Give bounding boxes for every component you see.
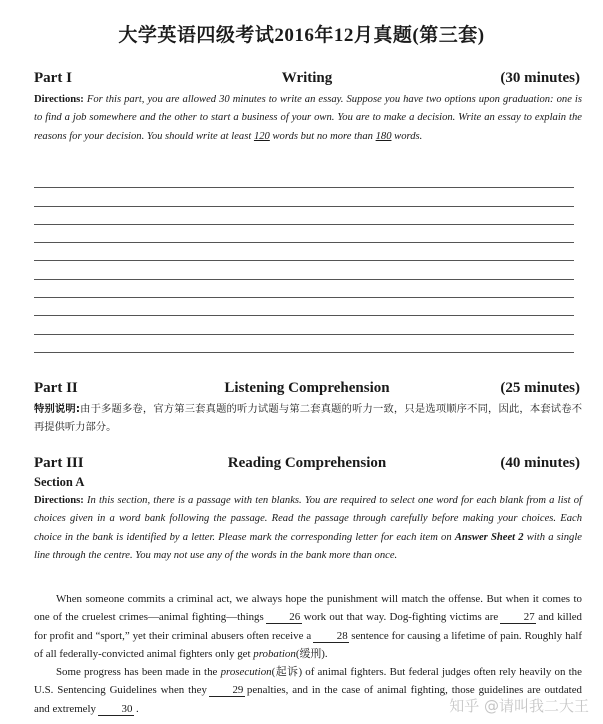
part3-label: Part III bbox=[34, 455, 84, 471]
part2-time: (25 minutes) bbox=[500, 380, 580, 396]
part3-header bbox=[34, 455, 580, 475]
section-a-heading: Section A bbox=[34, 475, 85, 489]
part2-title: Listening Comprehension bbox=[224, 380, 390, 396]
writing-line[interactable] bbox=[34, 170, 574, 188]
part2-note: 特别说明:由于多题多卷，官方第三套真题的听力试题与第二套真题的听力一致，只是选项顺序不同，因此，本套试卷不再提供听力部分。 bbox=[34, 403, 583, 434]
writing-line[interactable] bbox=[34, 316, 574, 334]
part1-title: Writing bbox=[281, 70, 333, 86]
writing-line[interactable] bbox=[34, 298, 574, 316]
passage-paragraph-2: Some progress has been made in the prosecution(起诉) of animal fighters. But federal judges often rely heavily on the U.S. Sentencing Guidelines when they 29 penalties, and in the case of animal fighting, those guidelines are outdated and extremely 30 . bbox=[34, 666, 582, 715]
part3-directions: Directions: In this section, there is a passage with ten blanks. You are required to select one word for each blank from a list of choices given in a word bank following the passage. Read the passage through carefully before making your choices. Each choice in the bank is identified by a letter. Please mark the corresponding letter for each item on Answer Sheet 2 with a single line through the centre. You may not use any of the words in the bank more than once. bbox=[34, 495, 582, 562]
part2-header bbox=[34, 380, 580, 400]
writing-line[interactable] bbox=[34, 280, 574, 298]
part1-time: (30 minutes) bbox=[500, 70, 580, 86]
part1-label: Part I bbox=[34, 70, 72, 86]
part2-label: Part II bbox=[34, 380, 78, 396]
writing-line[interactable] bbox=[34, 225, 574, 243]
blank-26[interactable]: 26 bbox=[266, 611, 302, 624]
watermark: 知乎 @请叫我二大王 bbox=[449, 697, 589, 715]
page-title: 大学英语四级考试2016年12月真题(第三套) bbox=[118, 25, 485, 46]
writing-line[interactable] bbox=[34, 335, 574, 353]
part1-header bbox=[34, 70, 580, 90]
blank-28[interactable]: 28 bbox=[313, 630, 349, 643]
passage-paragraph-1: When someone commits a criminal act, we always hope the punishment will match the offense. But when it comes to one of the cruelest crimes—animal fighting—things 26 work out that way. Dog-fighting victims are 27 and killed for profit and “sport,” yet their criminal abusers often receive a 28 sentence for causing a lifetime of pain. Roughly half of all federally-convicted animal fighters only get probation(缓刑). bbox=[34, 593, 583, 660]
writing-line[interactable] bbox=[34, 188, 574, 206]
blank-29[interactable]: 29 bbox=[209, 684, 245, 697]
blank-27[interactable]: 27 bbox=[500, 611, 536, 624]
writing-line[interactable] bbox=[34, 207, 574, 225]
part3-title: Reading Comprehension bbox=[227, 455, 387, 471]
writing-line[interactable] bbox=[34, 243, 574, 261]
blank-30[interactable]: 30 bbox=[98, 703, 134, 716]
part3-time: (40 minutes) bbox=[500, 455, 580, 471]
writing-lines[interactable] bbox=[34, 170, 574, 353]
part1-directions: Directions: For this part, you are allowed 30 minutes to write an essay. Suppose you have two options upon graduation: one is to find a job somewhere and the other to start a business of your own. You are to make a decision. Write an essay to explain the reasons for your decision. You should write at least 120 words but no more than 180 words. bbox=[34, 94, 582, 142]
writing-line[interactable] bbox=[34, 261, 574, 279]
